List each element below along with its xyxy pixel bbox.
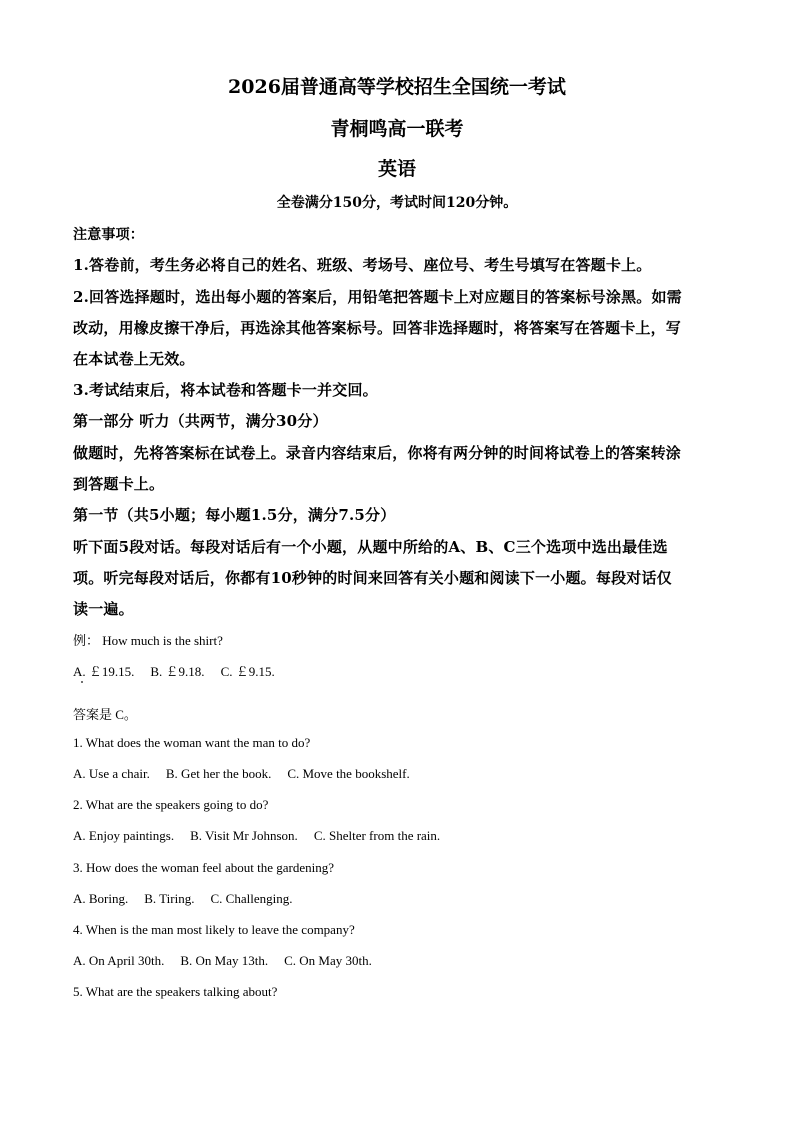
example-option-c: C. ￡9.15. bbox=[220, 664, 275, 679]
question-3-option-c: C. Challenging. bbox=[210, 891, 293, 906]
question-3-option-a: A. Boring. bbox=[73, 891, 129, 906]
question-3-option-b: B. Tiring. bbox=[144, 891, 195, 906]
question-1-option-b: B. Get her the book. bbox=[165, 766, 272, 781]
section1-instructions-line-3: 读一遍。 bbox=[73, 600, 134, 618]
example-question: 例： How much is the shirt? bbox=[73, 633, 223, 648]
question-4-options bbox=[73, 953, 372, 969]
question-4-option-c: C. On May 30th. bbox=[284, 953, 372, 968]
notes-item-1: 1.答卷前，考生务必将自己的姓名、班级、考场号、座位号、考生号填写在答题卡上。 bbox=[73, 256, 652, 274]
section1-heading: 第一节（共5小题；每小题1.5分，满分7.5分） bbox=[73, 506, 396, 524]
question-2-option-a: A. Enjoy paintings. bbox=[73, 828, 175, 843]
question-2-option-b: B. Visit Mr Johnson. bbox=[190, 828, 298, 843]
example-option-a: A. ￡19.15. bbox=[73, 664, 135, 679]
question-1-options bbox=[73, 766, 410, 782]
stray-dot bbox=[81, 681, 83, 683]
exam-subtitle: 青桐鸣高一联考 bbox=[330, 118, 464, 140]
part1-intro-line-2: 到答题卡上。 bbox=[73, 475, 165, 493]
exam-title: 2026届普通高等学校招生全国统一考试 bbox=[228, 76, 566, 98]
example-answer: 答案是 C。 bbox=[73, 707, 137, 722]
question-1-option-a: A. Use a chair. bbox=[73, 766, 150, 781]
question-2-options bbox=[73, 828, 440, 844]
example-option-b: B. ￡9.18. bbox=[150, 664, 205, 679]
notes-heading: 注意事项： bbox=[73, 227, 144, 243]
question-4-option-b: B. On May 13th. bbox=[180, 953, 269, 968]
question-5: 5. What are the speakers talking about? bbox=[73, 984, 278, 999]
question-2: 2. What are the speakers going to do? bbox=[73, 797, 269, 812]
question-1-option-c: C. Move the bookshelf. bbox=[287, 766, 410, 781]
part1-intro-line-1: 做题时，先将答案标在试卷上。录音内容结束后，你将有两分钟的时间将试卷上的答案转涂 bbox=[73, 444, 682, 462]
subject-title: 英语 bbox=[377, 158, 416, 180]
notes-item-3: 3.考试结束后，将本试卷和答题卡一并交回。 bbox=[73, 381, 378, 399]
part1-heading: 第一部分 听力（共两节，满分30分） bbox=[73, 412, 328, 430]
example-options bbox=[73, 661, 275, 680]
section1-instructions-line-2: 项。听完每段对话后，你都有10秒钟的时间来回答有关小题和阅读下一小题。每段对话仅 bbox=[73, 569, 672, 587]
score-info: 全卷满分150分，考试时间120分钟。 bbox=[276, 195, 518, 211]
question-3: 3. How does the woman feel about the gardening? bbox=[73, 860, 335, 875]
question-1: 1. What does the woman want the man to do? bbox=[73, 735, 311, 750]
question-4: 4. When is the man most likely to leave the company? bbox=[73, 922, 355, 937]
section1-instructions-line-1: 听下面5段对话。每段对话后有一个小题，从题中所给的A、B、C三个选项中选出最佳选 bbox=[73, 538, 668, 556]
question-2-option-c: C. Shelter from the rain. bbox=[313, 828, 441, 843]
notes-item-2-line-1: 2.回答选择题时，选出每小题的答案后，用铅笔把答题卡上对应题目的答案标号涂黑。如需 bbox=[73, 288, 682, 306]
notes-item-2-line-3: 在本试卷上无效。 bbox=[73, 350, 195, 368]
notes-item-2-line-2: 改动，用橡皮擦干净后，再选涂其他答案标号。回答非选择题时，将答案写在答题卡上，写 bbox=[73, 319, 682, 337]
question-3-options bbox=[73, 891, 292, 907]
question-4-option-a: A. On April 30th. bbox=[73, 953, 165, 968]
